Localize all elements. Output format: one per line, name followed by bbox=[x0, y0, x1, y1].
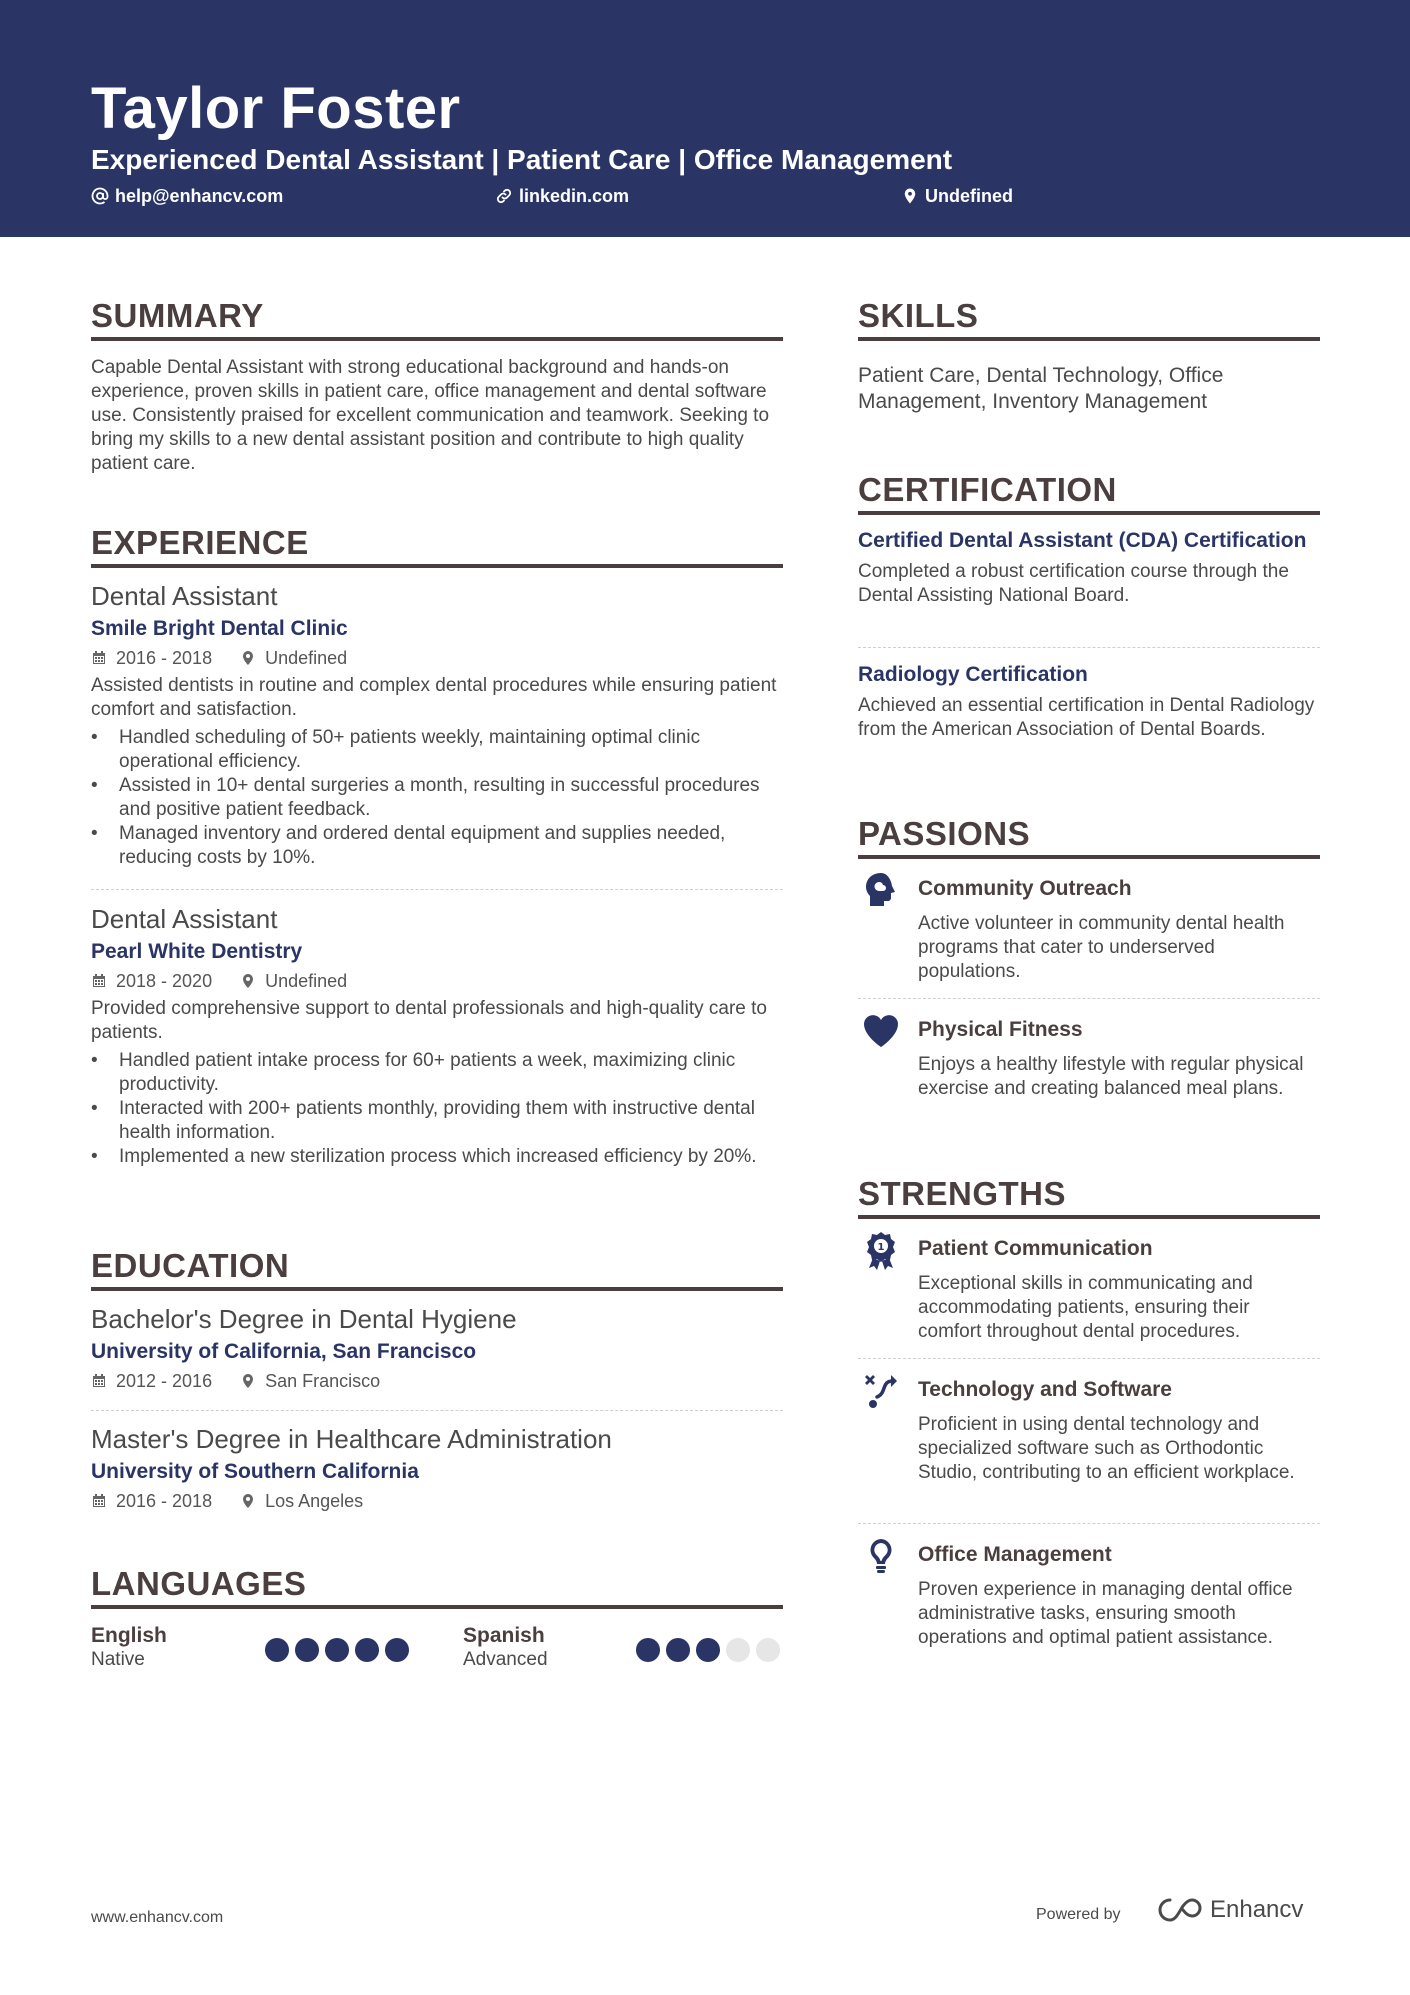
edu-dates: 2016 - 2018 bbox=[116, 1491, 213, 1511]
job-bullet: • Handled patient intake process for 60+ patients a week, maximizing clinic productivity. bbox=[91, 1049, 783, 1097]
contact-location bbox=[901, 184, 1013, 208]
language-item bbox=[463, 1624, 613, 1672]
strength-title: Technology and Software bbox=[918, 1378, 1172, 1401]
candidate-title: Experienced Dental Assistant | Patient Care | Office Management bbox=[91, 144, 953, 175]
enhancv-logo[interactable] bbox=[1156, 1896, 1303, 1924]
resume-header bbox=[0, 0, 1410, 237]
rating-dot-filled bbox=[666, 1638, 690, 1662]
language-item bbox=[91, 1624, 241, 1672]
edu-dates: 2012 - 2016 bbox=[116, 1371, 213, 1391]
strength-text: Exceptional skills in communicating and accommodating patients, ensuring their comfort throughout dental procedures. bbox=[918, 1273, 1253, 1342]
location-pin-icon bbox=[240, 1493, 256, 1509]
calendar-icon bbox=[91, 650, 107, 666]
footer-url[interactable]: www.enhancv.com bbox=[91, 1909, 224, 1926]
rating-dot-filled bbox=[636, 1638, 660, 1662]
passion-title: Physical Fitness bbox=[918, 1018, 1083, 1041]
divider bbox=[91, 1410, 783, 1411]
experience-item bbox=[91, 580, 783, 870]
languages-heading: LANGUAGES bbox=[91, 1565, 307, 1602]
passion-item bbox=[918, 876, 1318, 984]
contact-location-text: Undefined bbox=[925, 186, 1013, 206]
strength-title: Office Management bbox=[918, 1543, 1112, 1566]
divider bbox=[91, 889, 783, 890]
rating-dot-empty bbox=[756, 1638, 780, 1662]
language-rating bbox=[636, 1638, 780, 1662]
language-level: Native bbox=[91, 1649, 145, 1670]
calendar-icon bbox=[91, 973, 107, 989]
job-description: Provided comprehensive support to dental professionals and high-quality care to patients. bbox=[91, 998, 767, 1043]
rating-dot-filled bbox=[696, 1638, 720, 1662]
job-role: Dental Assistant bbox=[91, 904, 278, 934]
candidate-name: Taylor Foster bbox=[91, 76, 461, 141]
edu-school: University of California, San Francisco bbox=[91, 1340, 477, 1363]
certification-rule bbox=[858, 511, 1320, 515]
education-item bbox=[91, 1423, 783, 1513]
languages-rule bbox=[91, 1605, 783, 1609]
experience-rule bbox=[91, 564, 783, 568]
job-dates: 2018 - 2020 bbox=[116, 971, 213, 991]
strength-text: Proficient in using dental technology and specialized software such as Orthodontic Studio, contributing to an efficient workplace. bbox=[918, 1414, 1295, 1483]
job-bullets bbox=[91, 1049, 783, 1169]
edu-meta bbox=[91, 1369, 783, 1393]
award-ribbon-icon bbox=[861, 1230, 901, 1270]
enhancv-brand: Enhancv bbox=[1210, 1896, 1304, 1923]
experience-heading: EXPERIENCE bbox=[91, 524, 309, 561]
strengths-heading: STRENGTHS bbox=[858, 1175, 1067, 1212]
skills-heading: SKILLS bbox=[858, 297, 979, 334]
edu-location: San Francisco bbox=[265, 1371, 381, 1391]
strength-text: Proven experience in managing dental office administrative tasks, ensuring smooth operations and optimal patient assistance. bbox=[918, 1579, 1293, 1648]
job-location: Undefined bbox=[265, 648, 348, 668]
education-heading: EDUCATION bbox=[91, 1247, 290, 1284]
job-bullet: • Interacted with 200+ patients monthly, providing them with instructive dental health information. bbox=[91, 1097, 783, 1145]
rating-dot-filled bbox=[295, 1638, 319, 1662]
at-icon bbox=[91, 187, 109, 205]
enhancv-logo-icon bbox=[1156, 1896, 1202, 1924]
summary-rule bbox=[91, 337, 783, 341]
summary-heading: SUMMARY bbox=[91, 297, 264, 334]
rating-dot-filled bbox=[265, 1638, 289, 1662]
certification-text: Completed a robust certification course through the Dental Assisting National Board. bbox=[858, 561, 1289, 606]
certification-heading: CERTIFICATION bbox=[858, 471, 1117, 508]
divider bbox=[858, 998, 1320, 999]
location-pin-icon bbox=[240, 650, 256, 666]
divider bbox=[858, 647, 1320, 648]
passion-text: Active volunteer in community dental health programs that cater to underserved populations. bbox=[918, 913, 1285, 982]
rating-dot-filled bbox=[325, 1638, 349, 1662]
passions-rule bbox=[858, 855, 1320, 859]
job-bullet: • Implemented a new sterilization process which increased efficiency by 20%. bbox=[91, 1145, 783, 1169]
certification-item bbox=[858, 528, 1320, 608]
education-rule bbox=[91, 1287, 783, 1291]
passion-title: Community Outreach bbox=[918, 877, 1132, 900]
language-rating bbox=[265, 1638, 409, 1662]
language-name: Spanish bbox=[463, 1624, 545, 1647]
job-company: Pearl White Dentistry bbox=[91, 940, 303, 963]
link-icon bbox=[495, 187, 513, 205]
divider bbox=[858, 1358, 1320, 1359]
summary-text: Capable Dental Assistant with strong educational background and hands-on experience, proven skills in patient care, office management and dental software use. Consistently praised for excellent communication and teamwork. Seeking to bring my skills to a new dental assistant position and contribute to high quality patient care. bbox=[91, 357, 770, 474]
rating-dot-filled bbox=[385, 1638, 409, 1662]
job-meta bbox=[91, 969, 783, 993]
location-pin-icon bbox=[901, 187, 919, 205]
contact-linkedin[interactable] bbox=[495, 184, 629, 208]
certification-title: Certified Dental Assistant (CDA) Certification bbox=[858, 529, 1307, 552]
footer-powered-by: Powered by bbox=[1036, 1906, 1121, 1923]
job-bullet: • Assisted in 10+ dental surgeries a month, resulting in successful procedures and positive patient feedback. bbox=[91, 774, 783, 822]
edu-school: University of Southern California bbox=[91, 1460, 419, 1483]
job-company: Smile Bright Dental Clinic bbox=[91, 617, 348, 640]
strength-item bbox=[918, 1236, 1318, 1344]
job-meta bbox=[91, 646, 783, 670]
strength-item bbox=[918, 1542, 1318, 1650]
job-bullets bbox=[91, 726, 783, 870]
edu-degree: Bachelor's Degree in Dental Hygiene bbox=[91, 1304, 517, 1334]
certification-item bbox=[858, 662, 1320, 742]
job-description: Assisted dentists in routine and complex dental procedures while ensuring patient comfort and satisfaction. bbox=[91, 675, 777, 720]
heart-icon bbox=[861, 1011, 901, 1051]
passion-text: Enjoys a healthy lifestyle with regular physical exercise and creating balanced meal plans. bbox=[918, 1054, 1304, 1099]
calendar-icon bbox=[91, 1493, 107, 1509]
experience-item bbox=[91, 903, 783, 1169]
skills-rule bbox=[858, 337, 1320, 341]
calendar-icon bbox=[91, 1373, 107, 1389]
rating-dot-empty bbox=[726, 1638, 750, 1662]
rating-dot-filled bbox=[355, 1638, 379, 1662]
passions-heading: PASSIONS bbox=[858, 815, 1031, 852]
route-icon bbox=[861, 1371, 901, 1411]
certification-text: Achieved an essential certification in Dental Radiology from the American Association of Dental Boards. bbox=[858, 695, 1315, 740]
head-profile-icon bbox=[861, 870, 901, 910]
contact-linkedin-text: linkedin.com bbox=[519, 186, 630, 206]
location-pin-icon bbox=[240, 973, 256, 989]
job-role: Dental Assistant bbox=[91, 581, 278, 611]
certification-title: Radiology Certification bbox=[858, 663, 1088, 686]
edu-location: Los Angeles bbox=[265, 1491, 364, 1511]
passion-item bbox=[918, 1017, 1318, 1101]
lightbulb-icon bbox=[861, 1536, 901, 1576]
strength-item bbox=[918, 1377, 1318, 1485]
strength-title: Patient Communication bbox=[918, 1237, 1153, 1260]
education-item bbox=[91, 1303, 783, 1393]
job-dates: 2016 - 2018 bbox=[116, 648, 213, 668]
edu-meta bbox=[91, 1489, 783, 1513]
location-pin-icon bbox=[240, 1373, 256, 1389]
job-location: Undefined bbox=[265, 971, 348, 991]
skills-text: Patient Care, Dental Technology, Office Management, Inventory Management bbox=[858, 364, 1224, 413]
contact-email-text: help@enhancv.com bbox=[115, 186, 284, 206]
language-name: English bbox=[91, 1624, 167, 1647]
language-level: Advanced bbox=[463, 1649, 548, 1670]
divider bbox=[858, 1523, 1320, 1524]
job-bullet: • Managed inventory and ordered dental equipment and supplies needed, reducing costs by 10%. bbox=[91, 822, 783, 870]
edu-degree: Master's Degree in Healthcare Administration bbox=[91, 1424, 612, 1454]
job-bullet: • Handled scheduling of 50+ patients weekly, maintaining optimal clinic operational efficiency. bbox=[91, 726, 783, 774]
contact-email[interactable] bbox=[91, 184, 283, 208]
strengths-rule bbox=[858, 1215, 1320, 1219]
svg-text:1: 1 bbox=[877, 1242, 885, 1253]
